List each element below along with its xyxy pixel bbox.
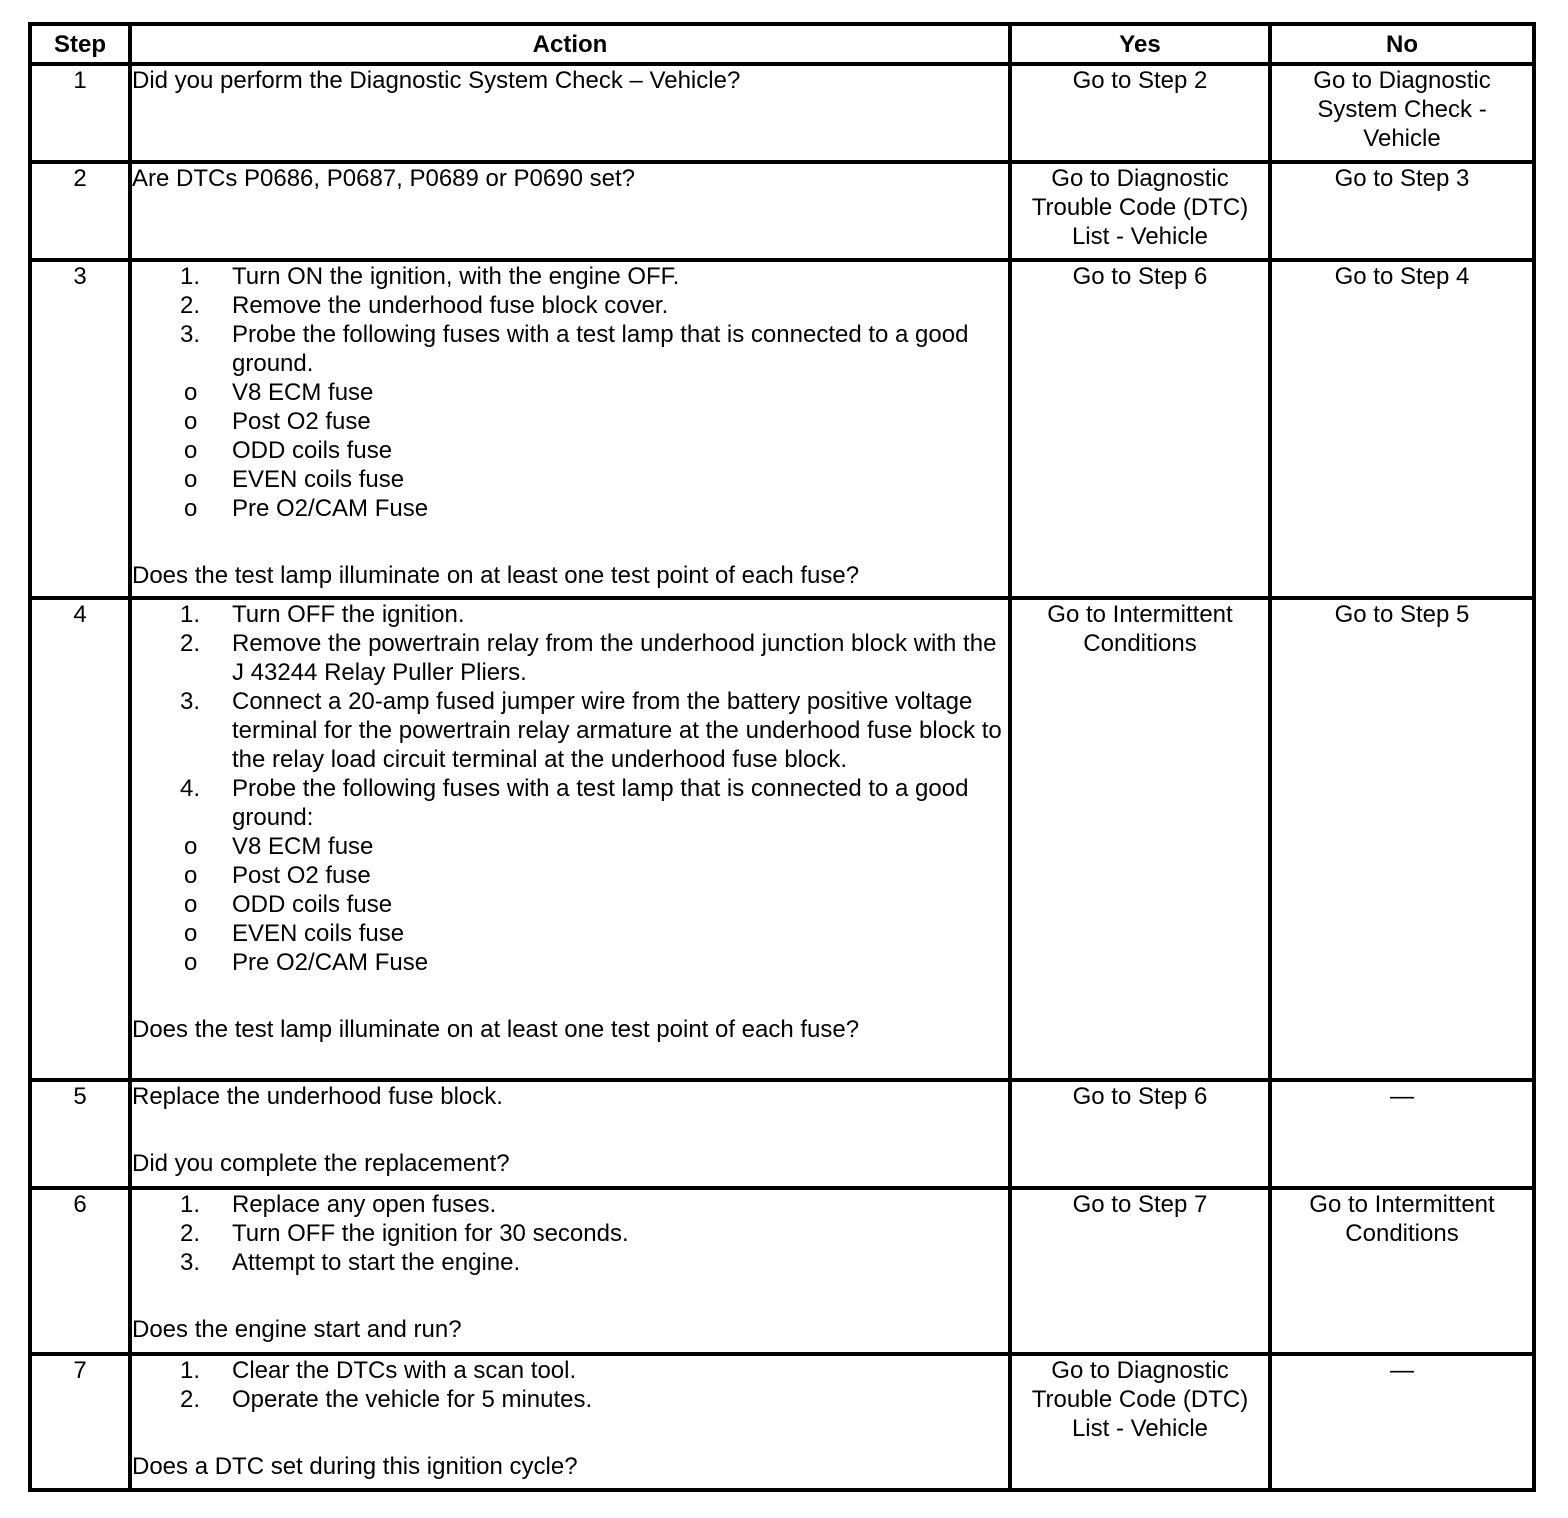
action-cell — [130, 1354, 1010, 1490]
step-number: 5 — [30, 1080, 130, 1188]
list-number: 1. — [180, 1191, 201, 1218]
action-cell — [130, 1188, 1010, 1354]
step-number: 2 — [30, 162, 130, 260]
list-item-text: Remove the underhood fuse block cover. — [232, 292, 669, 319]
list-item — [132, 320, 1008, 378]
list-number: 3. — [180, 1249, 201, 1276]
circle-bullet-icon: o — [184, 466, 198, 493]
no-cell: — — [1270, 1080, 1534, 1188]
yes-cell: Go to Step 6 — [1010, 260, 1270, 598]
list-item — [132, 1190, 1008, 1219]
sub-list-item-text: EVEN coils fuse — [232, 466, 405, 493]
action-cell — [130, 598, 1010, 1080]
list-number: 3. — [180, 321, 201, 348]
sub-list-item — [132, 861, 1008, 890]
sub-list-item-text: ODD coils fuse — [232, 437, 393, 464]
sub-list-item — [132, 436, 1008, 465]
list-item-text: Connect a 20-amp fused jumper wire from the battery positive voltage terminal for the powertrain relay armature at the underhood fuse block to the relay load circuit terminal at the underhood fuse block. — [232, 688, 1002, 773]
table-row-step-4 — [30, 598, 1534, 1080]
list-item — [132, 687, 1008, 774]
yes-cell: Go to Step 6 — [1010, 1080, 1270, 1188]
circle-bullet-icon: o — [184, 862, 198, 889]
sub-list-item — [132, 494, 1008, 523]
list-number: 2. — [180, 630, 201, 657]
procedure-list — [132, 1356, 1008, 1414]
circle-bullet-icon: o — [184, 379, 198, 406]
list-item-text: Turn ON the ignition, with the engine OFF. — [232, 263, 680, 290]
list-number: 2. — [180, 1220, 201, 1247]
list-item — [132, 774, 1008, 832]
sub-list-item-text: V8 ECM fuse — [232, 379, 374, 406]
circle-bullet-icon: o — [184, 833, 198, 860]
sub-list-item-text: ODD coils fuse — [232, 891, 393, 918]
list-number: 1. — [180, 263, 201, 290]
no-cell: Go to Step 3 — [1270, 162, 1534, 260]
no-cell: Go to Intermittent Conditions — [1270, 1188, 1534, 1354]
yes-cell: Go to Intermittent Conditions — [1010, 598, 1270, 1080]
sub-list-item — [132, 407, 1008, 436]
no-cell: Go to Diagnostic System Check - Vehicle — [1270, 64, 1534, 162]
yes-cell: Go to Step 2 — [1010, 64, 1270, 162]
list-number: 2. — [180, 292, 201, 319]
circle-bullet-icon: o — [184, 920, 198, 947]
list-item-text: Attempt to start the engine. — [232, 1249, 521, 1276]
step-number: 3 — [30, 260, 130, 598]
list-item-text: Turn OFF the ignition for 30 seconds. — [232, 1220, 629, 1247]
header-row — [30, 24, 1534, 64]
header-step: Step — [30, 24, 130, 64]
sub-list-item-text: EVEN coils fuse — [232, 920, 405, 947]
sub-list-item-text: V8 ECM fuse — [232, 833, 374, 860]
action-cell — [130, 260, 1010, 598]
step-number: 7 — [30, 1354, 130, 1490]
action-instruction: Replace the underhood fuse block. — [132, 1083, 503, 1110]
list-number: 1. — [180, 1357, 201, 1384]
step-number: 6 — [30, 1188, 130, 1354]
table-row-step-1 — [30, 64, 1534, 162]
circle-bullet-icon: o — [184, 408, 198, 435]
sub-list-item — [132, 832, 1008, 861]
procedure-list — [132, 1190, 1008, 1277]
action-question: Does the test lamp illuminate on at least one test point of each fuse? — [132, 1016, 860, 1043]
action-cell — [130, 64, 1010, 162]
header-yes: Yes — [1010, 24, 1270, 64]
sub-list-item-text: Post O2 fuse — [232, 862, 371, 889]
list-item-text: Probe the following fuses with a test lamp that is connected to a good ground. — [232, 321, 969, 377]
list-item-text: Replace any open fuses. — [232, 1191, 497, 1218]
action-question: Does the test lamp illuminate on at least one test point of each fuse? — [132, 562, 860, 589]
list-number: 4. — [180, 775, 201, 802]
table-row-step-5 — [30, 1080, 1534, 1188]
sub-list-item — [132, 919, 1008, 948]
table-row-step-7 — [30, 1354, 1534, 1490]
list-item-text: Remove the powertrain relay from the underhood junction block with the J 43244 Relay Puller Pliers. — [232, 630, 997, 686]
no-cell: Go to Step 4 — [1270, 260, 1534, 598]
sub-list-item — [132, 465, 1008, 494]
yes-cell: Go to Step 7 — [1010, 1188, 1270, 1354]
list-item-text: Clear the DTCs with a scan tool. — [232, 1357, 577, 1384]
fuse-list — [132, 832, 1008, 977]
list-item — [132, 1356, 1008, 1385]
no-cell: — — [1270, 1354, 1534, 1490]
action-question: Does a DTC set during this ignition cycle? — [132, 1453, 578, 1480]
fuse-list — [132, 378, 1008, 523]
circle-bullet-icon: o — [184, 495, 198, 522]
sub-list-item-text: Pre O2/CAM Fuse — [232, 949, 429, 976]
circle-bullet-icon: o — [184, 891, 198, 918]
circle-bullet-icon: o — [184, 949, 198, 976]
table-row-step-6 — [30, 1188, 1534, 1354]
list-item-text: Operate the vehicle for 5 minutes. — [232, 1386, 593, 1413]
header-no: No — [1270, 24, 1534, 64]
list-item — [132, 1248, 1008, 1277]
list-item — [132, 1219, 1008, 1248]
list-item — [132, 262, 1008, 291]
sub-list-item — [132, 378, 1008, 407]
yes-cell: Go to Diagnostic Trouble Code (DTC) List - Vehicle — [1010, 162, 1270, 260]
action-question: Are DTCs P0686, P0687, P0689 or P0690 set? — [132, 165, 635, 192]
procedure-list — [132, 600, 1008, 832]
action-cell — [130, 1080, 1010, 1188]
action-question: Did you perform the Diagnostic System Check – Vehicle? — [132, 67, 741, 94]
header-action: Action — [130, 24, 1010, 64]
list-item — [132, 600, 1008, 629]
yes-cell: Go to Diagnostic Trouble Code (DTC) List - Vehicle — [1010, 1354, 1270, 1490]
list-item — [132, 1385, 1008, 1414]
step-number: 4 — [30, 598, 130, 1080]
sub-list-item — [132, 948, 1008, 977]
list-number: 2. — [180, 1386, 201, 1413]
action-question: Does the engine start and run? — [132, 1316, 462, 1343]
list-number: 3. — [180, 688, 201, 715]
sub-list-item-text: Pre O2/CAM Fuse — [232, 495, 429, 522]
sub-list-item — [132, 890, 1008, 919]
list-item-text: Probe the following fuses with a test lamp that is connected to a good ground: — [232, 775, 969, 831]
list-item — [132, 629, 1008, 687]
diagnostic-table — [28, 22, 1536, 1492]
list-item — [132, 291, 1008, 320]
step-number: 1 — [30, 64, 130, 162]
action-question: Did you complete the replacement? — [132, 1150, 510, 1177]
sub-list-item-text: Post O2 fuse — [232, 408, 371, 435]
table-row-step-3 — [30, 260, 1534, 598]
list-number: 1. — [180, 601, 201, 628]
circle-bullet-icon: o — [184, 437, 198, 464]
procedure-list — [132, 262, 1008, 378]
no-cell: Go to Step 5 — [1270, 598, 1534, 1080]
table-row-step-2 — [30, 162, 1534, 260]
action-cell — [130, 162, 1010, 260]
list-item-text: Turn OFF the ignition. — [232, 601, 465, 628]
